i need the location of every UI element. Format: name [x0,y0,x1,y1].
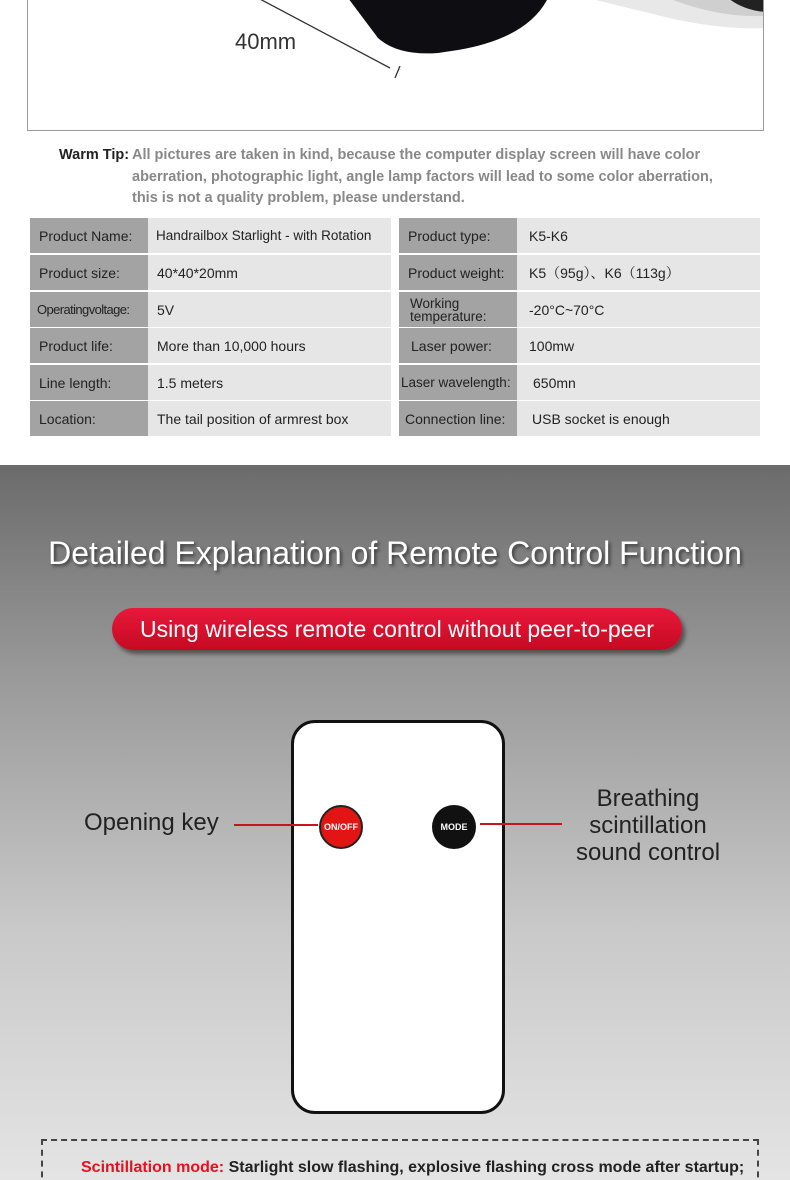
product-photo-shapes [28,0,764,131]
spec-row [30,292,760,327]
spec-row [30,365,760,400]
opening-key-label: Opening key [84,809,219,836]
mode-button: MODE [432,805,476,849]
spec-row [30,255,760,290]
remote-control-illustration [291,720,505,1114]
spec-value: K5-K6 [517,218,760,253]
spec-label: Working temperature: [399,292,517,327]
spec-label: Product life: [30,328,148,363]
spec-label: Product size: [30,255,148,290]
product-photo [27,0,764,131]
spec-label: Laser wavelength: [399,365,517,400]
spec-label: Product Name: [30,218,148,253]
spec-row [30,401,760,436]
spec-value: 650mn [517,365,760,400]
spec-value: 100mw [517,328,760,363]
opening-key-leader-line [234,824,318,826]
spec-value: 40*40*20mm [148,255,391,290]
spec-value: 1.5 meters [148,365,391,400]
spec-label: Connection line: [399,401,517,436]
spec-value: 5V [148,292,391,327]
spec-label: Product type: [399,218,517,253]
mode-description-title: Scintillation mode: [81,1159,225,1176]
spec-row [30,218,760,253]
spec-label: Laser power: [399,328,517,363]
mode-label-line: sound control [575,839,721,866]
spec-value: More than 10,000 hours [148,328,391,363]
spec-label: Operatingvoltage: [30,292,148,327]
mode-description-text: Starlight slow flashing, explosive flashing cross mode after startup; [224,1159,745,1176]
subtitle-pill: Using wireless remote control without peer-to-peer [112,608,682,650]
spec-value: The tail position of armrest box [148,401,391,436]
dimension-label: 40mm [235,29,297,54]
spec-value: USB socket is enough [517,401,760,436]
onoff-button: ON/OFF [319,805,363,849]
spec-row [30,328,760,363]
mode-label-line: Breathing [596,785,700,812]
spec-value: Handrailbox Starlight - with Rotation [148,218,391,253]
warm-tip-text: All pictures are taken in kind, because the computer display screen will have color aberration, photographic light, angle lamp factors will lead to some color aberration, this is not a quality problem, please understand. [132,147,713,206]
section-title: Detailed Explanation of Remote Control Function [48,535,742,571]
spec-table [30,218,760,436]
spec-value: -20°C~70°C [517,292,760,327]
spec-label: Product weight: [399,255,517,290]
spec-label: Location: [30,401,148,436]
mode-leader-line [480,823,562,825]
mode-description [81,1159,744,1177]
spec-label: Line length: [30,365,148,400]
mode-function-label [560,785,736,866]
spec-value: K5（95g）、K6（113g） [517,255,760,290]
warm-tip-label: Warm Tip: [59,147,130,163]
mode-label-line: scintillation [589,812,707,839]
remote-section [0,465,790,1180]
